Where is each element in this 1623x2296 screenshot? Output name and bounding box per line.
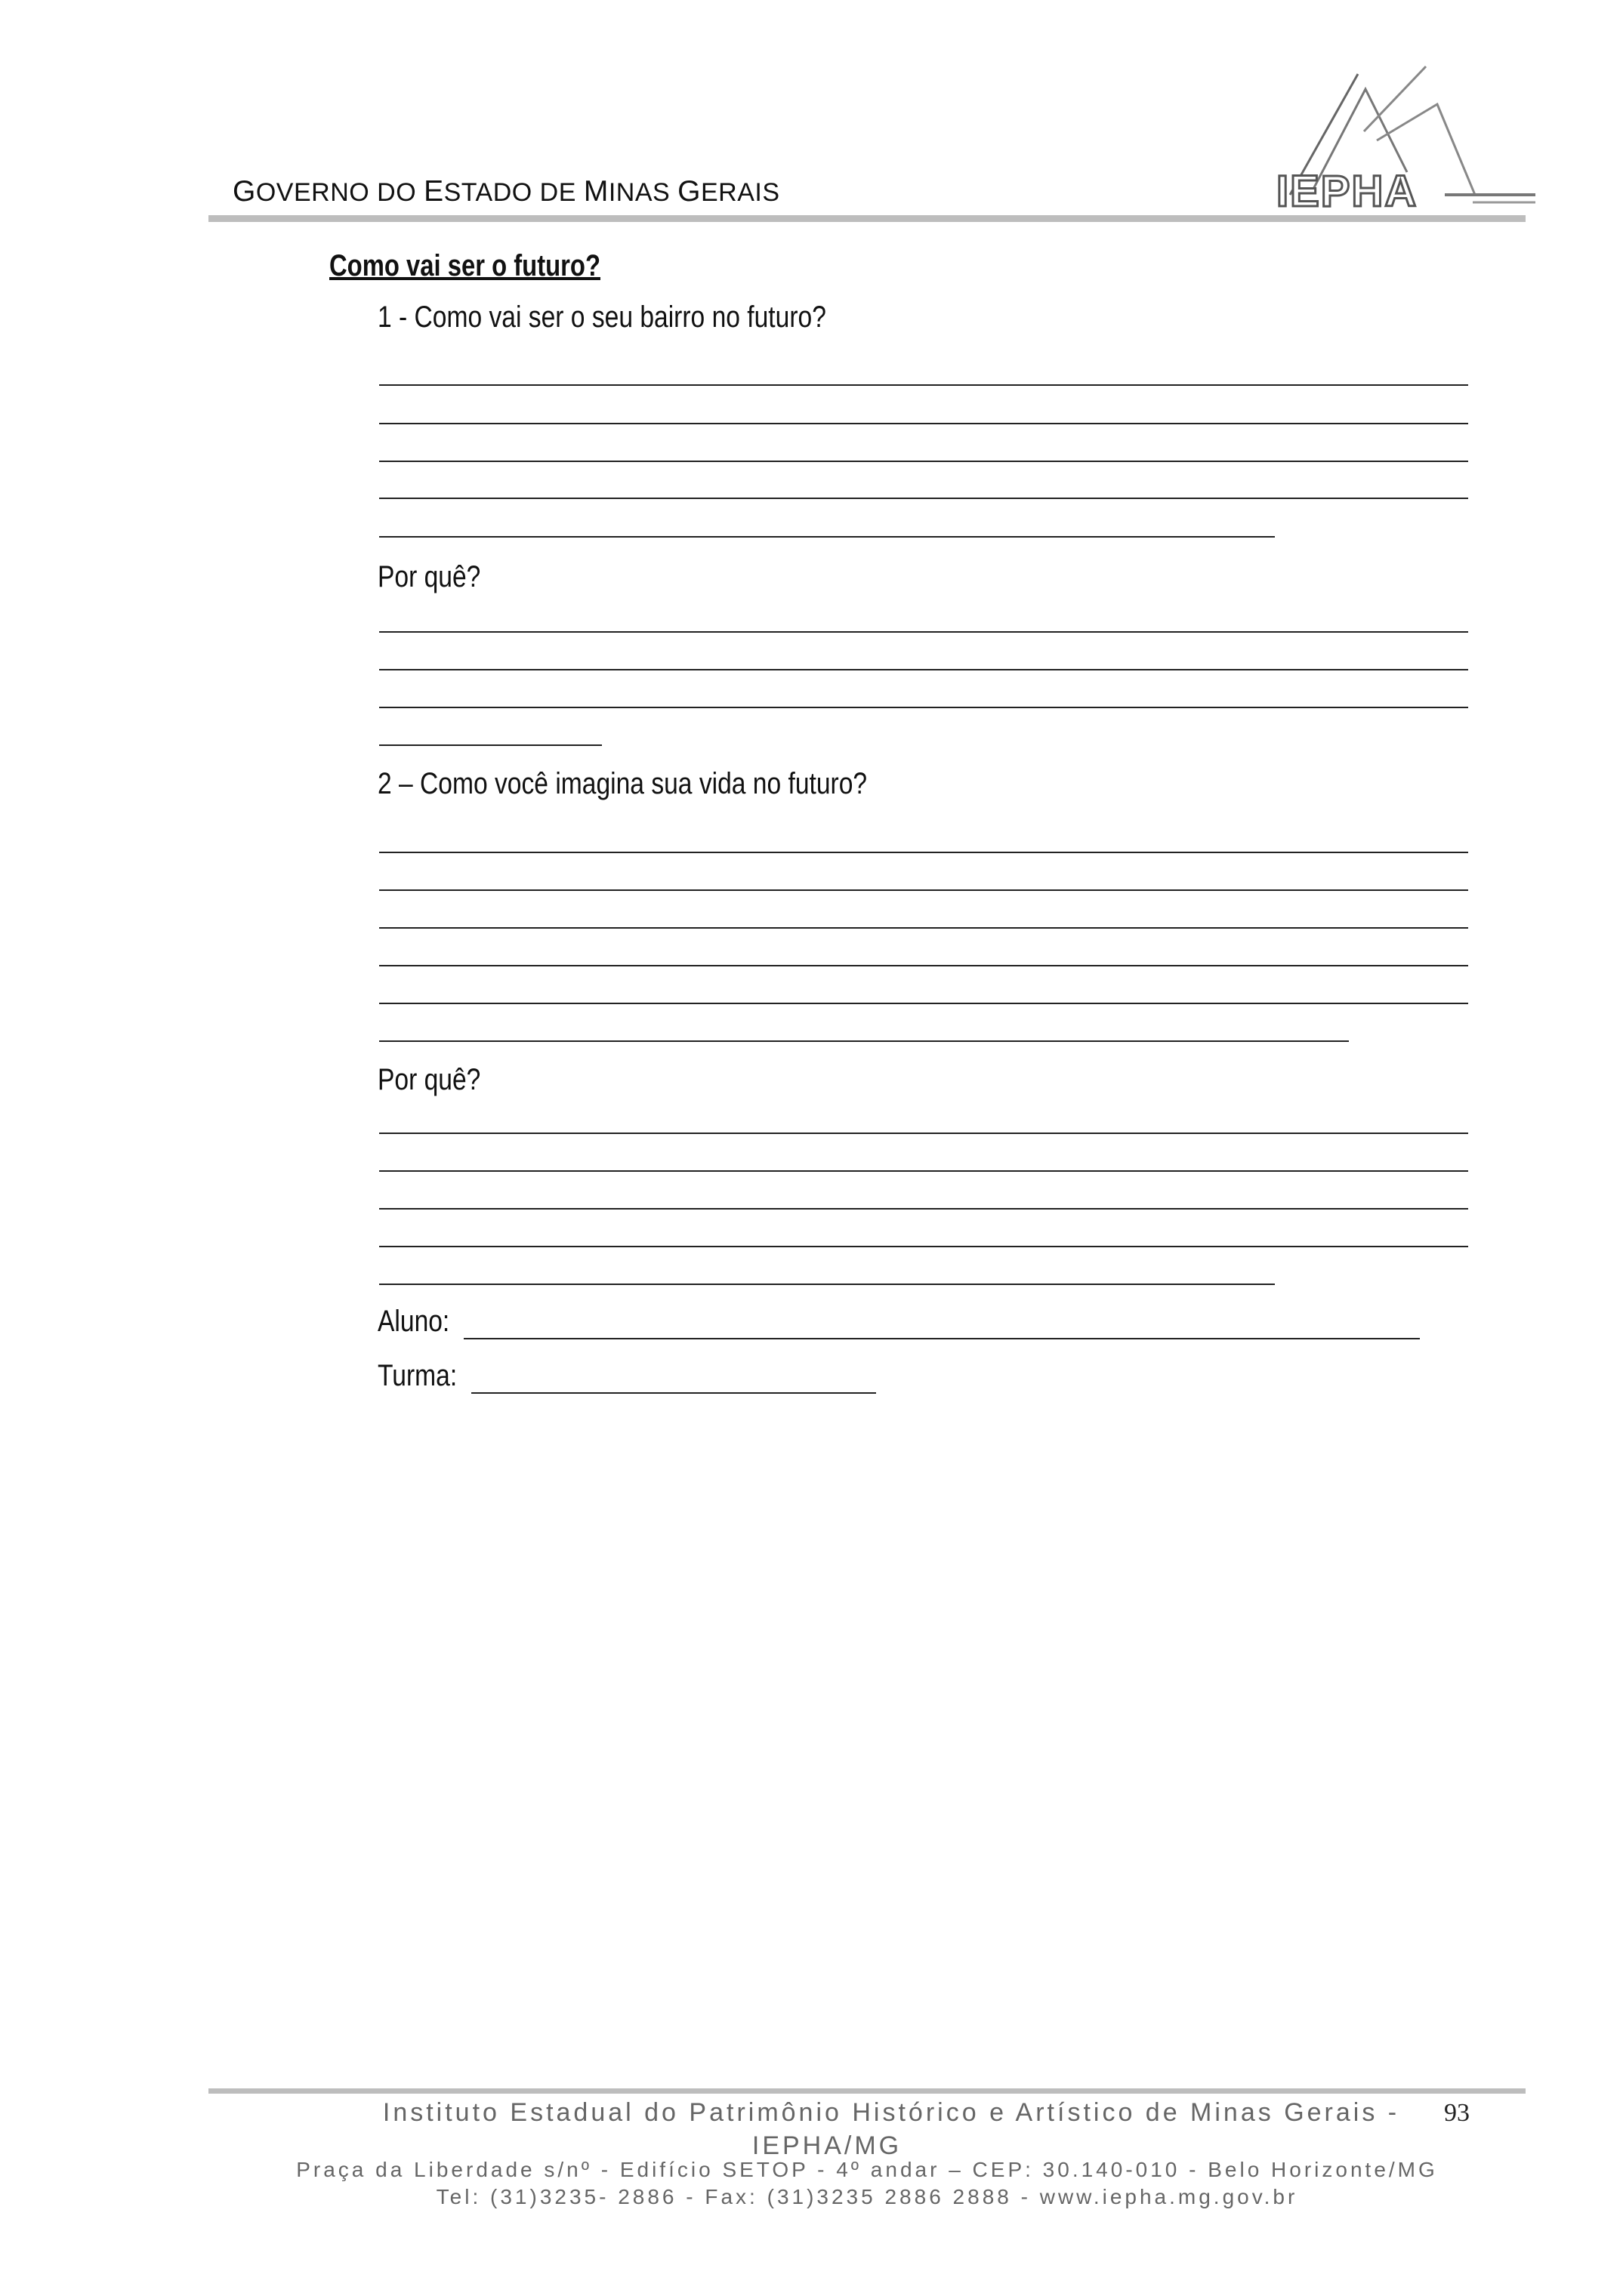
answer-line[interactable] [379,965,1468,966]
worksheet-title: Como vai ser o futuro? [329,249,601,282]
answer-line[interactable] [379,927,1468,929]
answer-line[interactable] [379,707,1468,708]
answer-line[interactable] [379,1170,1468,1172]
iepha-logo [1275,59,1535,210]
answer-line[interactable] [379,461,1468,462]
answer-line[interactable] [379,889,1468,891]
footer-divider [208,2088,1526,2094]
logo-text: IEPHA [1276,167,1418,210]
header-divider [208,215,1526,222]
answer-line[interactable] [379,536,1275,538]
class-name-line[interactable] [471,1392,876,1394]
page-number: 93 [1444,2099,1470,2127]
answer-line[interactable] [379,744,602,746]
footer-address [208,2156,1526,2211]
answer-line[interactable] [379,669,1468,670]
institution-line-1: Instituto Estadual do Patrimônio Histórico e Artístico de Minas Gerais - [382,2098,1400,2127]
why-label-2: Por quê? [378,1063,481,1096]
answer-line[interactable] [379,1284,1275,1285]
answer-line[interactable] [379,384,1468,386]
address-line: Praça da Liberdade s/nº - Edifício SETOP - 4º andar – CEP: 30.140-010 - Belo Horizonte/MG [296,2158,1438,2181]
student-name-line[interactable] [464,1338,1420,1339]
answer-line[interactable] [379,852,1468,853]
why-label-1: Por quê? [378,560,481,593]
answer-line[interactable] [379,1246,1468,1247]
class-label: Turma: [378,1359,458,1392]
answer-line[interactable] [379,1040,1349,1042]
question-2: 2 – Como você imagina sua vida no futuro? [378,767,868,800]
answer-line[interactable] [379,631,1468,633]
answer-line[interactable] [379,1133,1468,1134]
question-1: 1 - Como vai ser o seu bairro no futuro? [378,300,826,334]
answer-line[interactable] [379,423,1468,424]
answer-line[interactable] [379,498,1468,499]
institution-line-2: IEPHA/MG [751,2131,903,2160]
header-government-name: GOVERNO DO ESTADO DE MINAS GERAIS [233,175,780,208]
student-label: Aluno: [378,1305,450,1338]
footer-institution [249,2096,1533,2162]
answer-line[interactable] [379,1208,1468,1210]
contact-line: Tel: (31)3235- 2886 - Fax: (31)3235 2886 2888 - www.iepha.mg.gov.br [436,2185,1298,2208]
answer-line[interactable] [379,1003,1468,1004]
